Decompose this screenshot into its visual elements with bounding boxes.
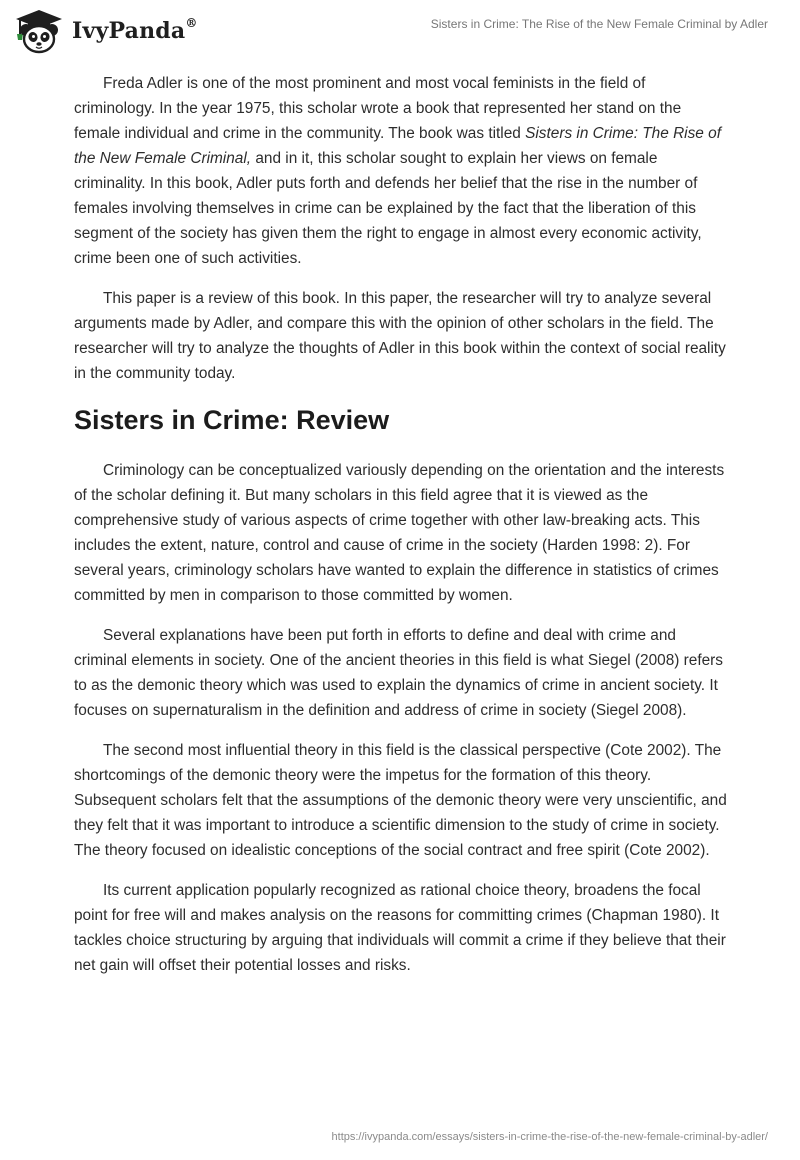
brand-text: IvyPanda (72, 18, 186, 44)
intro-paragraph-1 (74, 71, 728, 271)
ivypanda-logo[interactable] (14, 8, 198, 54)
intro-paragraph-2: This paper is a review of this book. In this paper, the researcher will try to analyze several arguments made by Adler, and compare this with the opinion of other scholars in the field. The researcher will try to analyze the thoughts of Adler in this book within the context of social reality in the community today. (74, 290, 726, 382)
book-title: Sisters in Crime: The Rise of the New Female Criminal, (74, 125, 721, 167)
intro-text-end: and in it, this scholar sought to explain her views on female criminality. In this book, Adler puts forth and defends her belief that the rise in the number of females involving themselves in crime can be explained by the fact that the liberation of this segment of the society has given them the right to engage in almost every economic activity, crime been one of such activities. (74, 150, 702, 267)
review-paragraph-1: Criminology can be conceptualized variously depending on the orientation and the interests of the scholar defining it. But many scholars in this field agree that it is viewed as the comprehensive study of various aspects of crime together with other law-breaking acts. This includes the extent, nature, control and cause of crime in the society (Harden 1998: 2). For several years, criminology scholars have wanted to explain the difference in statistics of crimes committed by men in comparison to those committed by women. (74, 462, 725, 604)
panda-graduate-icon (14, 8, 64, 54)
source-url-link[interactable]: https://ivypanda.com/essays/sisters-in-crime-the-rise-of-the-new-female-criminal-by-adler/ (331, 1131, 768, 1143)
essay-body (74, 71, 728, 993)
review-paragraph-3: The second most influential theory in this field is the classical perspective (Cote 2002). The shortcomings of the demonic theory were the impetus for the formation of this theory. Subsequent scholars felt that the assumptions of the demonic theory were very unscientific, and they felt that it was important to introduce a scientific dimension to the study of crime in society. The theory focused on idealistic conceptions of the social contract and free spirit (Cote 2002). (74, 742, 727, 859)
review-paragraph-4: Its current application popularly recognized as rational choice theory, broadens the focal point for free will and makes analysis on the reasons for committing crimes (Chapman 1980). It tackles choice structuring by arguing that individuals will commit a crime if they believe that their net gain will offset their potential losses and risks. (74, 882, 726, 974)
section-heading: Sisters in Crime: Review (74, 405, 390, 435)
review-paragraph-2: Several explanations have been put forth in efforts to define and deal with crime and criminal elements in society. One of the ancient theories in this field is what Siegel (2008) refers to as the demonic theory which was used to explain the dynamics of crime in ancient society. It focuses on supernaturalism in the definition and address of crime in society (Siegel 2008). (74, 627, 723, 719)
brand-name (72, 18, 198, 44)
document-title: Sisters in Crime: The Rise of the New Female Criminal by Adler (430, 17, 768, 31)
page-header (0, 0, 800, 60)
intro-text-start: Freda Adler is one of the most prominent and most vocal feminists in the field of criminology. In the year 1975, this scholar wrote a book that represented her stand on the female individual and crime in the community. The book was titled (74, 75, 682, 142)
registered-mark: ® (185, 16, 198, 30)
